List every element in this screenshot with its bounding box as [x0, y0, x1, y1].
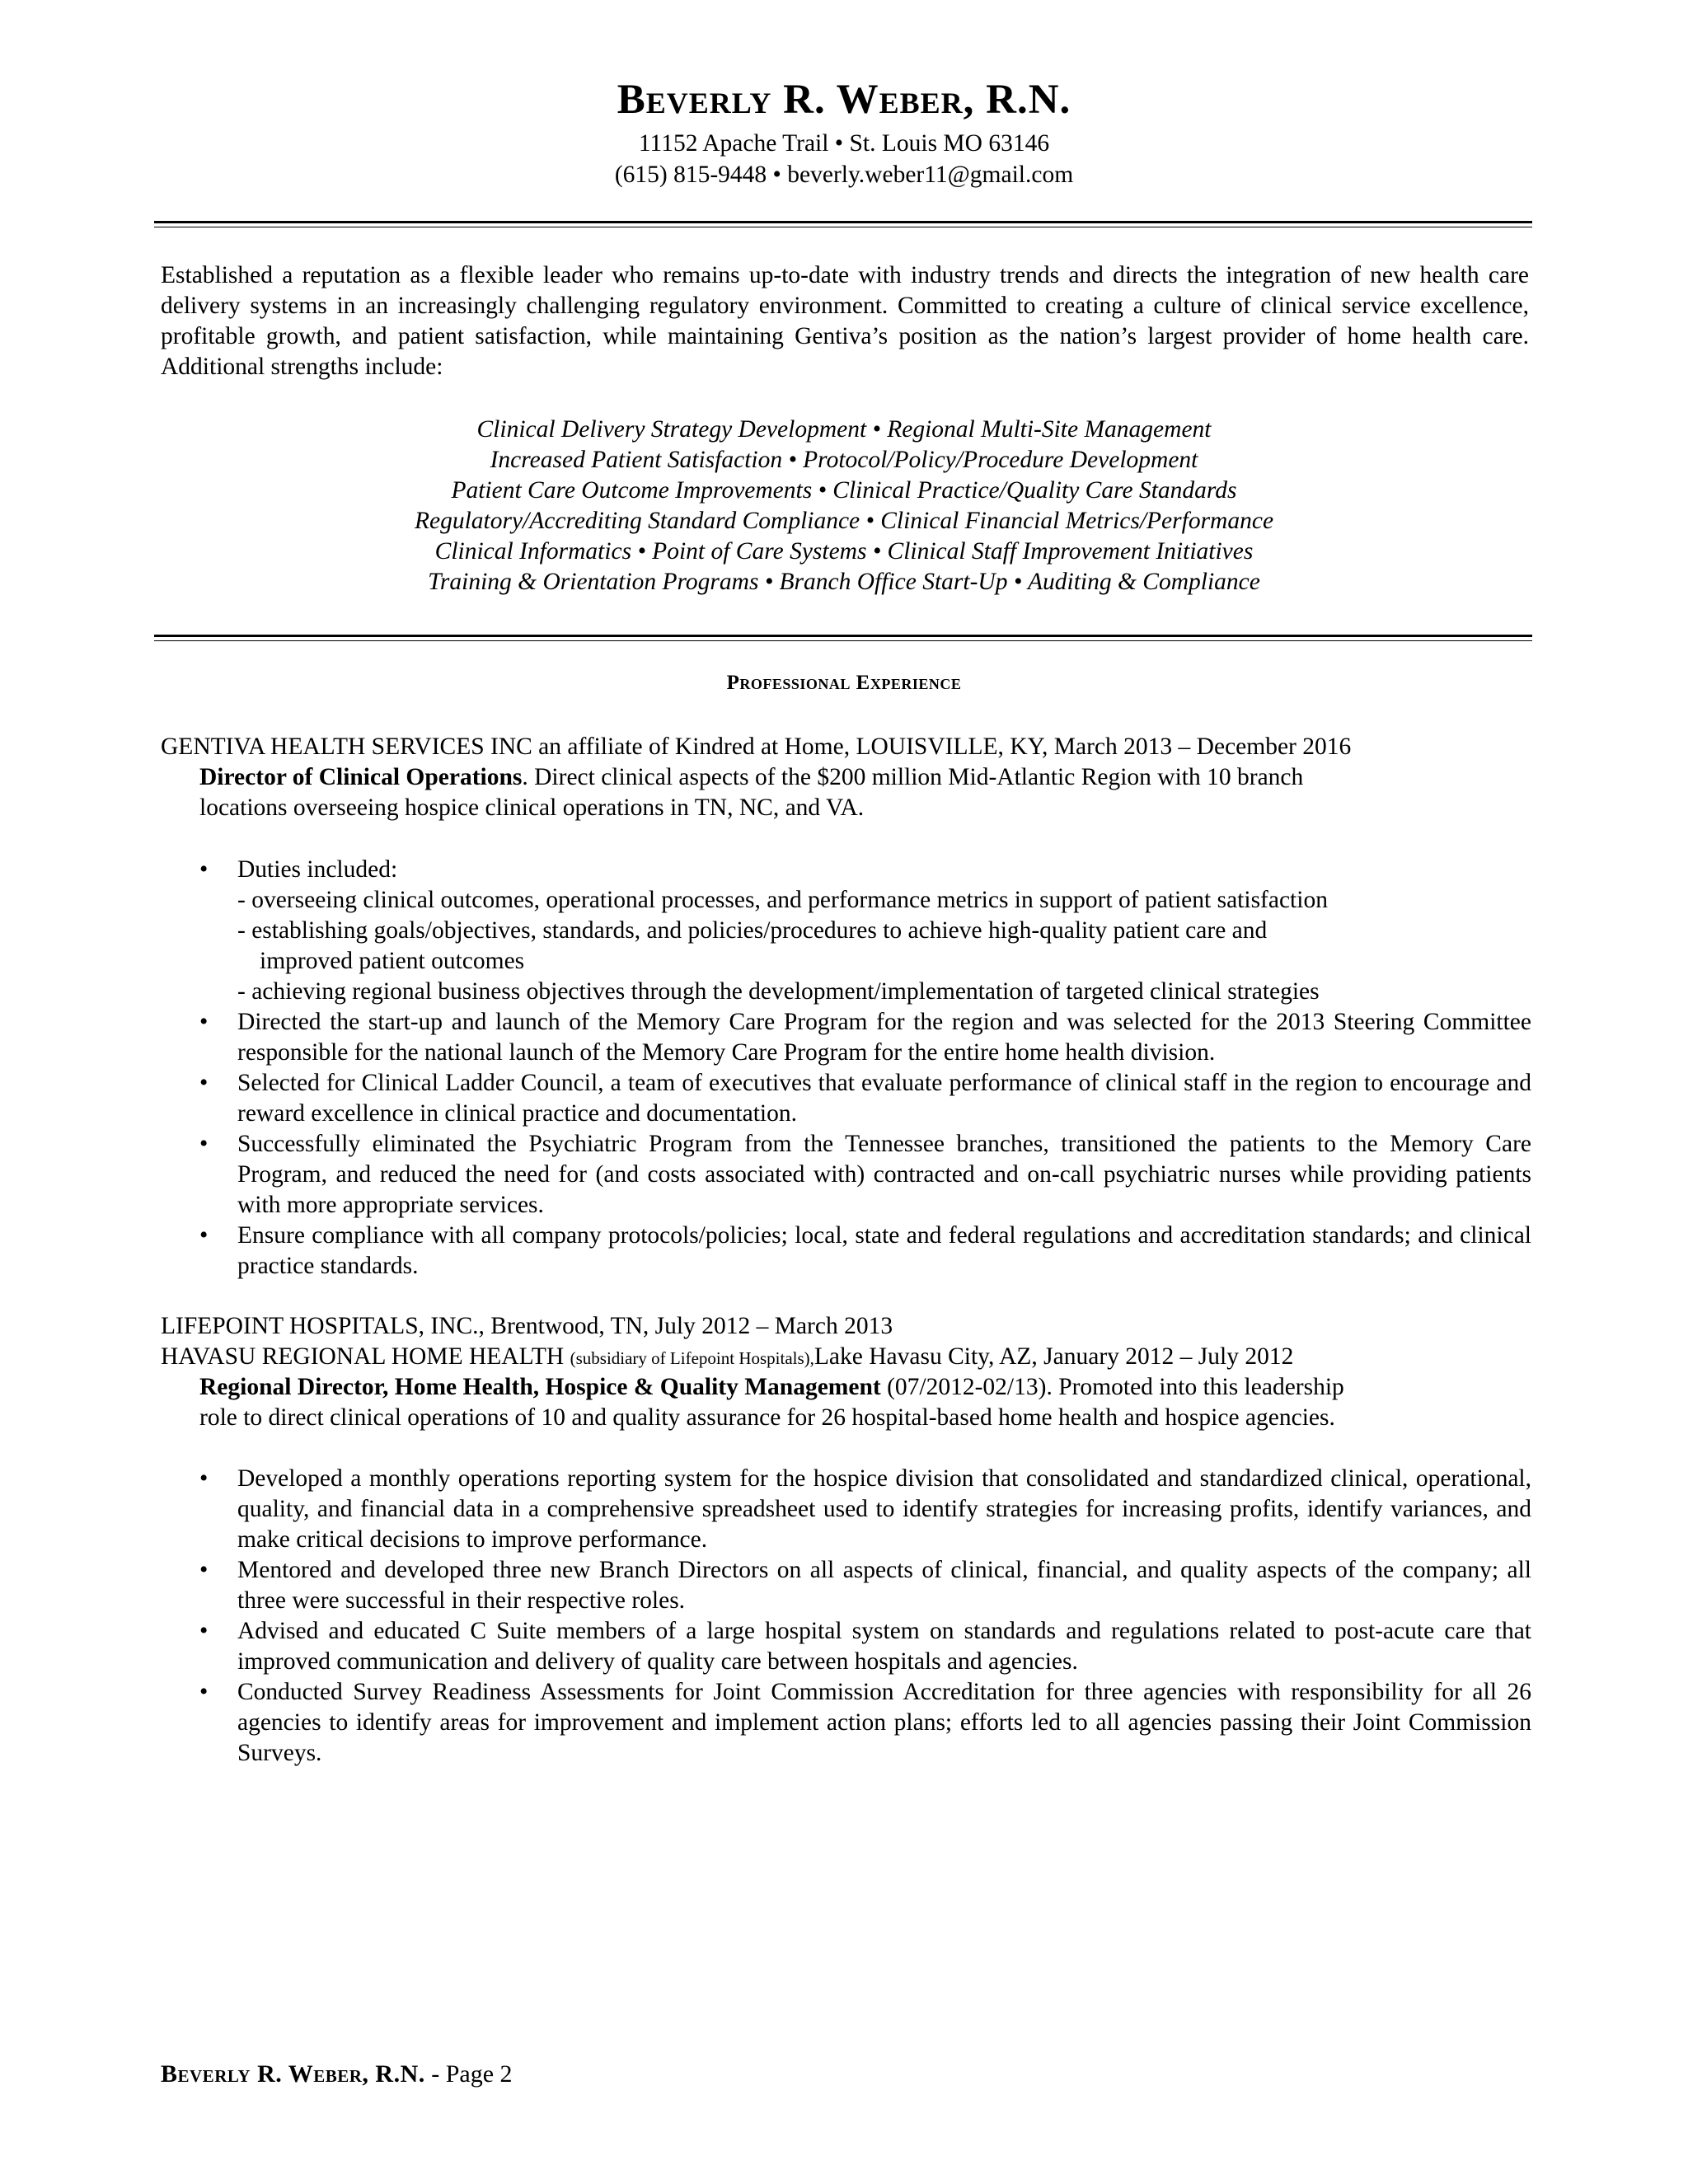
job2-employer-1: LIFEPOINT HOSPITALS, INC., Brentwood, TN, July 2012 – March 2013 — [161, 1313, 893, 1339]
section-heading: Professional Experience — [726, 672, 962, 694]
bullet-icon: • — [199, 1465, 209, 1492]
job2-desc-2: role to direct clinical operations of 10 and quality assurance for 26 hospital-based home health and hospice agencies. — [199, 1404, 1335, 1431]
job2-location-dates: Lake Havasu City, AZ, January 2012 – July 2012 — [814, 1343, 1294, 1370]
job1-title: Director of Clinical Operations — [199, 764, 523, 790]
job2-bullet: Mentored and developed three new Branch Directors on all aspects of clinical, financial, and quality aspects of the company; all three were successful in their respective roles. — [237, 1557, 1531, 1614]
duty-item: - overseeing clinical outcomes, operational processes, and performance metrics in support of patient satisfaction — [237, 887, 1328, 913]
phone-email: (615) 815-9448 • beverly.weber11@gmail.com — [614, 162, 1074, 188]
job2-bullet: Conducted Survey Readiness Assessments for Joint Commission Accreditation for three agencies with responsibility for all 26 agencies to identify areas for improvement and implement action plans; efforts led to all agencies passing their Joint Commission Surveys. — [237, 1679, 1531, 1766]
job1-title-line — [199, 762, 1303, 793]
bullet-icon: • — [199, 856, 209, 883]
candidate-name: Beverly R. Weber, R.N. — [617, 77, 1071, 123]
job1-employer: GENTIVA HEALTH SERVICES INC an affiliate of Kindred at Home, LOUISVILLE, KY, March 2013 – December 2016 — [161, 733, 1352, 760]
job2-employer-2-line — [161, 1342, 1293, 1374]
strength-line: Increased Patient Satisfaction • Protocol/Policy/Procedure Development — [490, 447, 1198, 473]
bullet-icon: • — [199, 1618, 209, 1644]
strength-line: Clinical Delivery Strategy Development • Regional Multi-Site Management — [476, 416, 1212, 443]
job2-bullet: Advised and educated C Suite members of a large hospital system on standards and regulations related to post-acute care that improved communication and delivery of quality care between hospitals and agencies. — [237, 1618, 1531, 1675]
divider-top — [154, 221, 1532, 227]
job2-title: Regional Director, Home Health, Hospice & Quality Management — [199, 1374, 881, 1400]
job2-desc-1: (07/2012-02/13). Promoted into this leadership — [887, 1374, 1344, 1400]
job2-title-line — [199, 1372, 1344, 1403]
divider-middle — [154, 635, 1532, 641]
bullet-icon: • — [199, 1009, 209, 1035]
footer-name: Beverly R. Weber, R.N. — [161, 2060, 425, 2088]
page-footer — [161, 2060, 513, 2088]
duty-item: - achieving regional business objectives through the development/implementation of targeted clinical strategies — [237, 978, 1320, 1005]
bullet-icon: • — [199, 1070, 209, 1096]
bullet-icon: • — [199, 1131, 209, 1157]
job2-bullet: Developed a monthly operations reporting system for the hospice division that consolidated and standardized clinical, operational, quality, and financial data in a comprehensive spreadsheet used to identify strategies for increasing profits, identify variances, and make critical decisions to improve performance. — [237, 1465, 1531, 1553]
job1-bullet: Directed the start-up and launch of the Memory Care Program for the region and was selected for the 2013 Steering Committee responsible for the national launch of the Memory Care Program for the entire home health division. — [237, 1009, 1531, 1066]
strength-line: Regulatory/Accrediting Standard Compliance • Clinical Financial Metrics/Performance — [414, 508, 1274, 534]
job1-bullet: Selected for Clinical Ladder Council, a team of executives that evaluate performance of clinical staff in the region to encourage and reward excellence in clinical practice and documentation. — [237, 1070, 1531, 1127]
footer-page: - Page 2 — [424, 2060, 513, 2088]
job2-subsidiary: (subsidiary of Lifepoint Hospitals), — [570, 1348, 814, 1368]
strengths-list — [0, 415, 1688, 598]
duties-label: Duties included: — [237, 856, 398, 883]
address: 11152 Apache Trail • St. Louis MO 63146 — [638, 130, 1050, 157]
job1-bullet: Ensure compliance with all company protocols/policies; local, state and federal regulations and accreditation standards; and clinical practice standards. — [237, 1222, 1531, 1279]
strength-line: Training & Orientation Programs • Branch Office Start-Up • Auditing & Compliance — [428, 569, 1260, 595]
summary-paragraph: Established a reputation as a flexible leader who remains up-to-date with industry trends and directs the integration of new health care delivery systems in an increasingly challenging regulatory environment. Committed to creating a culture of clinical service excellence, profitable growth, and patient satisfaction, while maintaining Gentiva’s position as the nation’s largest provider of home health care. Additional strengths include: — [161, 262, 1529, 380]
job2-employer-2: HAVASU REGIONAL HOME HEALTH — [161, 1343, 565, 1370]
duty-item: - establishing goals/objectives, standards, and policies/procedures to achieve high-quality patient care and — [237, 917, 1268, 944]
strength-line: Patient Care Outcome Improvements • Clinical Practice/Quality Care Standards — [451, 477, 1237, 504]
job1-bullet: Successfully eliminated the Psychiatric Program from the Tennessee branches, transitioned the patients to the Memory Care Program, and reduced the need for (and costs associated with) contracted and on-call psychiatric nurses while providing patients with more appropriate services. — [237, 1131, 1531, 1218]
strength-line: Clinical Informatics • Point of Care Systems • Clinical Staff Improvement Initiatives — [434, 538, 1254, 565]
bullet-icon: • — [199, 1679, 209, 1705]
job1-desc-1: . Direct clinical aspects of the $200 million Mid-Atlantic Region with 10 branch — [522, 764, 1304, 790]
bullet-icon: • — [199, 1222, 209, 1249]
duty-item-cont: improved patient outcomes — [260, 948, 525, 974]
bullet-icon: • — [199, 1557, 209, 1583]
job1-desc-2: locations overseeing hospice clinical operations in TN, NC, and VA. — [199, 794, 865, 821]
